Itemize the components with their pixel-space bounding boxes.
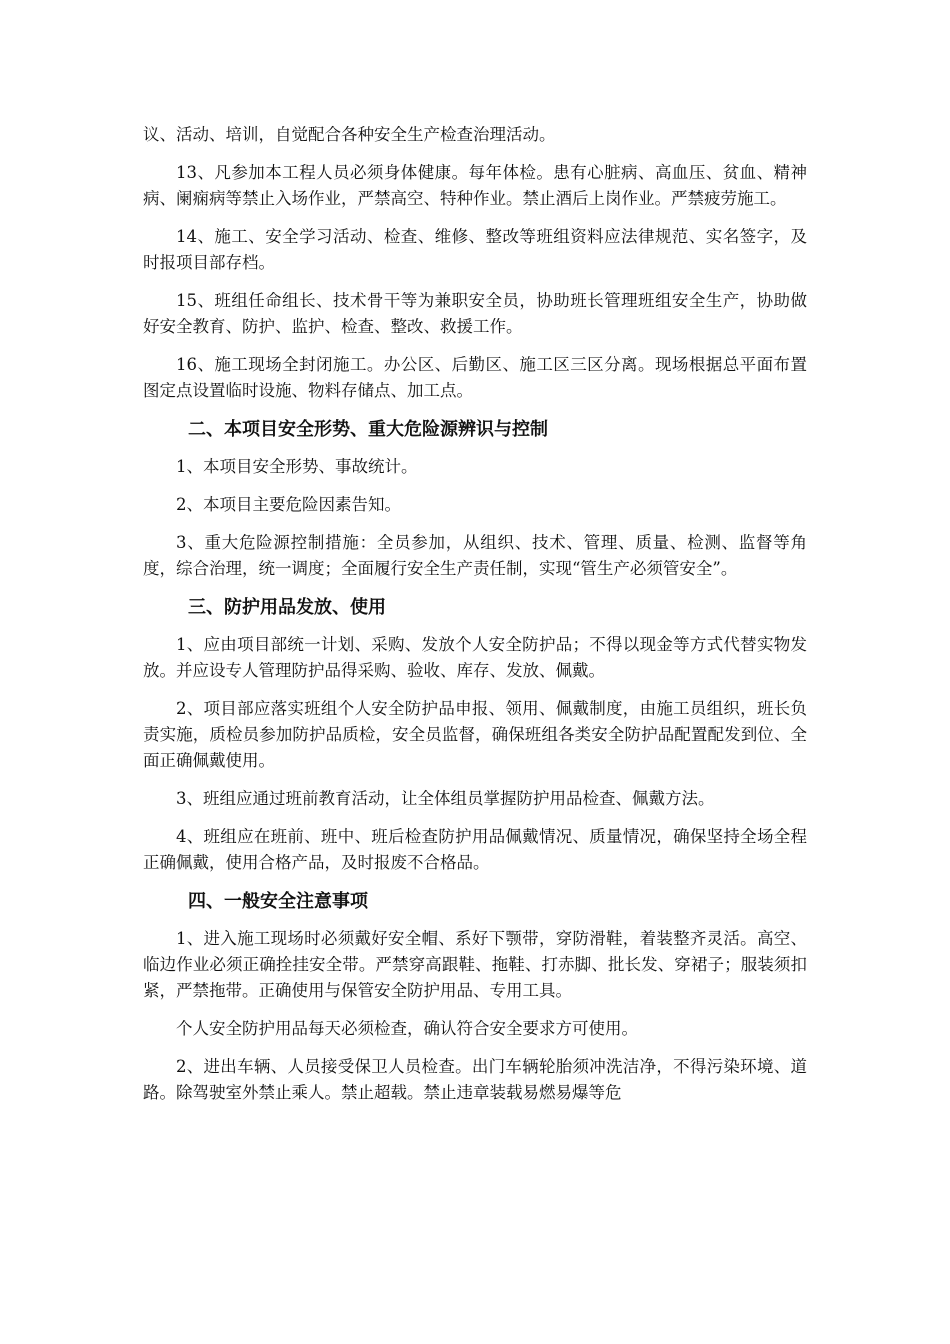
section-heading-3: 三、防护用品发放、使用 [188, 597, 386, 618]
document-body [143, 122, 807, 1118]
paragraph-4-1: 1、进入施工现场时必须戴好安全帽、系好下颚带，穿防滑鞋，着装整齐灵活。高空、临边作业必须正确拴挂安全带。严禁穿高跟鞋、拖鞋、打赤脚、批长发、穿裙子；服装须扣紧，严禁拖带。正确使用与保管安全防护用品、专用工具。 [143, 929, 807, 1000]
paragraph-13: 13、凡参加本工程人员必须身体健康。每年体检。患有心脏病、高血压、贫血、精神病、阑痫病等禁止入场作业，严禁高空、特种作业。禁止酒后上岗作业。严禁疲劳施工。 [143, 163, 807, 208]
paragraph-15: 15、班组任命组长、技术骨干等为兼职安全员，协助班长管理班组安全生产，协助做好安全教育、防护、监护、检查、整改、救援工作。 [143, 291, 807, 336]
paragraph-4-note: 个人安全防护用品每天必须检查，确认符合安全要求方可使用。 [176, 1019, 638, 1038]
paragraph-3-4: 4、班组应在班前、班中、班后检查防护用品佩戴情况、质量情况，确保坚持全场全程正确佩戴，使用合格产品，及时报废不合格品。 [143, 827, 807, 872]
paragraph-3-3: 3、班组应通过班前教育活动，让全体组员掌握防护用品检查、佩戴方法。 [176, 789, 715, 808]
paragraph-14: 14、施工、安全学习活动、检查、维修、整改等班组资料应法律规范、实名签字，及时报项目部存档。 [143, 227, 807, 272]
paragraph-2-1: 1、本项目安全形势、事故统计。 [176, 457, 418, 476]
section-heading-2: 二、本项目安全形势、重大危险源辨识与控制 [188, 419, 548, 440]
paragraph-3-2: 2、项目部应落实班组个人安全防护品申报、领用、佩戴制度，由施工员组织，班长负责实施，质检员参加防护品质检，安全员监督，确保班组各类安全防护品配置配发到位、全面正确佩戴使用。 [143, 699, 807, 770]
paragraph-2-2: 2、本项目主要危险因素告知。 [176, 495, 401, 514]
paragraph-16: 16、施工现场全封闭施工。办公区、后勤区、施工区三区分离。现场根据总平面布置图定点设置临时设施、物料存储点、加工点。 [143, 355, 807, 400]
paragraph-2-3: 3、重大危险源控制措施：全员参加，从组织、技术、管理、质量、检测、监督等角度，综合治理，统一调度；全面履行安全生产责任制，实现“管生产必须管安全”。 [143, 533, 807, 578]
paragraph-cont: 议、活动、培训，自觉配合各种安全生产检查治理活动。 [143, 125, 556, 144]
paragraph-4-2: 2、进出车辆、人员接受保卫人员检查。出门车辆轮胎须冲洗洁净，不得污染环境、道路。除驾驶室外禁止乘人。禁止超载。禁止违章装载易燃易爆等危 [143, 1057, 807, 1102]
section-heading-4: 四、一般安全注意事项 [188, 891, 368, 912]
paragraph-3-1: 1、应由项目部统一计划、采购、发放个人安全防护品；不得以现金等方式代替实物发放。并应设专人管理防护品得采购、验收、库存、发放、佩戴。 [143, 635, 807, 680]
